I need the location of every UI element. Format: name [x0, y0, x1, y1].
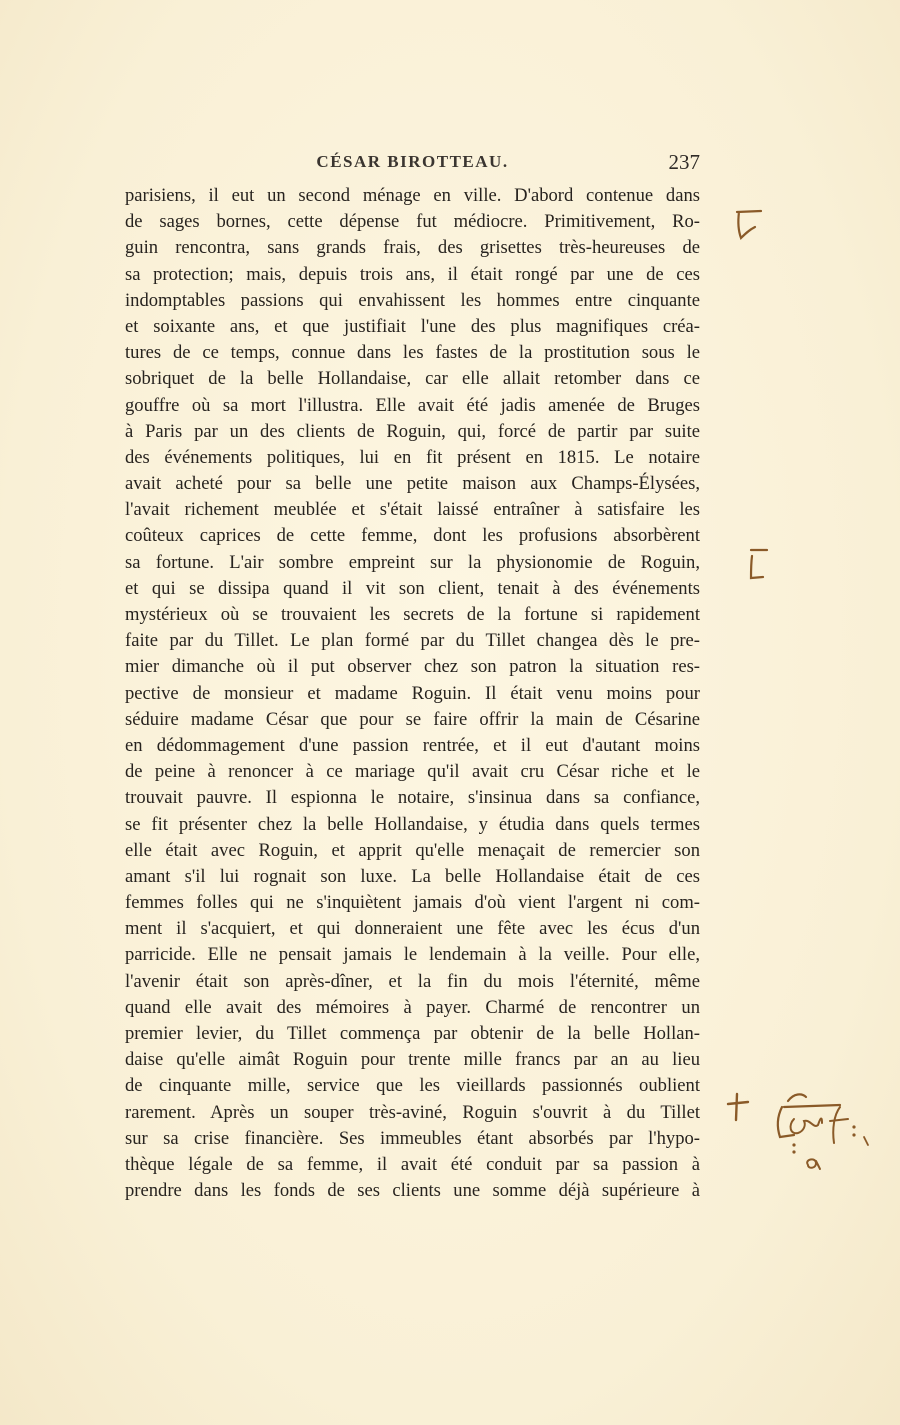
text-line: l'avenir était son après-dîner, et la fin du mois l'éternité, même: [125, 970, 700, 992]
text-line: pective de monsieur et madame Roguin. Il était venu moins pour: [125, 682, 700, 704]
text-line: des événements politiques, lui en fit présent en 1815. Le notaire: [125, 446, 700, 468]
text-line: se fit présenter chez la belle Hollandaise, y étudia dans quels termes: [125, 813, 700, 835]
text-line: rarement. Après un souper très-aviné, Roguin s'ouvrit à du Tillet: [125, 1101, 700, 1123]
body-text: [125, 183, 700, 1204]
text-line: sa protection; mais, depuis trois ans, il était rongé par une de ces: [125, 263, 700, 285]
text-line: prendre dans les fonds de ses clients une somme déjà supérieure à: [125, 1180, 700, 1202]
text-line: mier dimanche où il put observer chez son patron la situation res-: [125, 656, 700, 678]
text-line: de sages bornes, cette dépense fut médiocre. Primitivement, Ro-: [125, 211, 700, 233]
text-line: et soixante ans, et que justifiait l'une des plus magnifiques créa-: [125, 315, 700, 337]
margin-chapter-note: [760, 1085, 875, 1175]
text-line: parricide. Elle ne pensait jamais le lendemain à la veille. Pour elle,: [125, 944, 700, 966]
text-line: mystérieux où se trouvaient les secrets de la fortune si rapidement: [125, 604, 700, 625]
text-line: en dédommagement d'une passion rentrée, et il eut d'autant moins: [125, 734, 700, 756]
text-line: amant s'il lui rognait son luxe. La belle Hollandaise était de ces: [125, 865, 700, 887]
text-line: thèque légale de sa femme, il avait été conduit par sa passion à: [125, 1153, 700, 1175]
text-line: de cinquante mille, service que les vieillards passionnés oublient: [125, 1075, 700, 1097]
text-line: sa fortune. L'air sombre empreint sur la physionomie de Roguin,: [125, 551, 700, 573]
text-line: quand elle avait des mémoires à payer. Charmé de rencontrer un: [125, 996, 700, 1018]
text-line: parisiens, il eut un second ménage en ville. D'abord contenue dans: [125, 185, 700, 206]
margin-cross-mark: [725, 1088, 751, 1124]
margin-bracket-mark-1: [733, 208, 767, 242]
text-line: et qui se dissipa quand il vit son client, tenait à des événements: [125, 577, 700, 599]
margin-bracket-mark-2: [745, 548, 773, 582]
text-line: indomptables passions qui envahissent les hommes entre cinquante: [125, 289, 700, 311]
text-line: l'avait richement meublée et s'était laissé entraîner à satisfaire les: [125, 499, 700, 521]
page-number: 237: [668, 150, 700, 174]
text-line: guin rencontra, sans grands frais, des grisettes très-heureuses de: [125, 237, 700, 259]
text-line: coûteux caprices de cette femme, dont les profusions absorbèrent: [125, 525, 700, 547]
text-line: trouvait pauvre. Il espionna le notaire, s'insinua dans sa confiance,: [125, 787, 700, 809]
text-line: séduire madame César que pour se faire offrir la main de Césarine: [125, 708, 700, 730]
text-line: faite par du Tillet. Le plan formé par du Tillet changea dès le pre-: [125, 630, 700, 652]
running-title: CÉSAR BIROTTEAU.: [316, 152, 509, 171]
text-line: elle était avec Roguin, et apprit qu'elle menaçait de remercier son: [125, 839, 700, 861]
text-line: de peine à renoncer à ce mariage qu'il avait cru César riche et le: [125, 761, 700, 783]
text-line: sur sa crise financière. Ses immeubles étant absorbés par l'hypo-: [125, 1127, 700, 1149]
text-line: à Paris par un des clients de Roguin, qui, forcé de partir par suite: [125, 420, 700, 442]
text-line: premier levier, du Tillet commença par obtenir de la belle Hollan-: [125, 1023, 700, 1044]
text-line: sobriquet de la belle Hollandaise, car elle allait retomber dans ce: [125, 368, 700, 390]
text-line: gouffre où sa mort l'illustra. Elle avait été jadis amenée de Bruges: [125, 394, 700, 416]
text-line: daise qu'elle aimât Roguin pour trente mille francs par an au lieu: [125, 1049, 700, 1071]
text-line: femmes folles qui ne s'inquiètent jamais d'où vient l'argent ni com-: [125, 892, 700, 914]
text-line: avait acheté pour sa belle une petite maison aux Champs-Élysées,: [125, 473, 700, 495]
text-line: tures de ce temps, connue dans les fastes de la prostitution sous le: [125, 342, 700, 364]
text-line: ment il s'acquiert, et qui donneraient une fête avec les écus d'un: [125, 918, 700, 940]
page-header: [125, 150, 700, 180]
